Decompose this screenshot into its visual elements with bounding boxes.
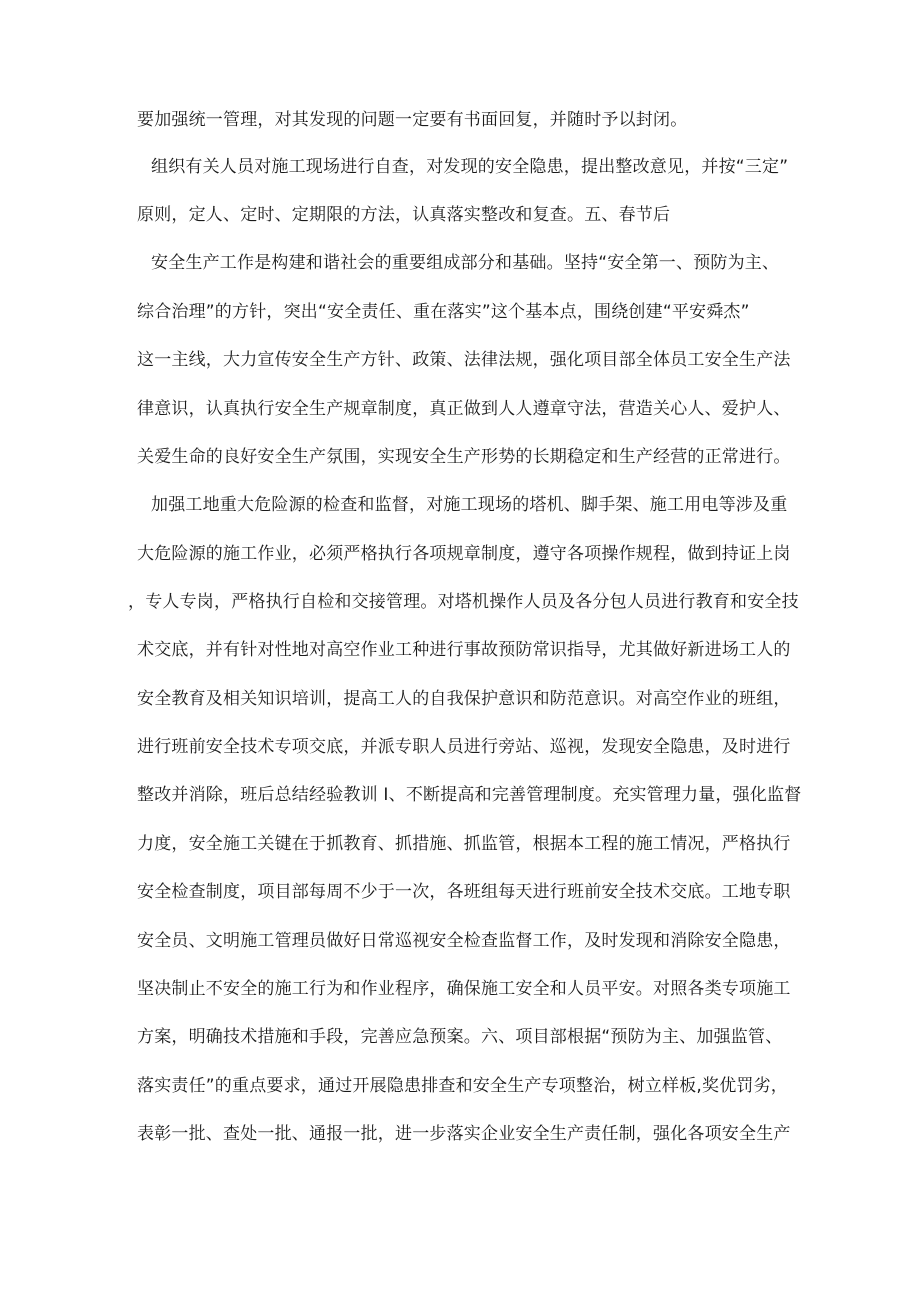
- text-line-16: 力度，安全施工关键在于抓教育、抓措施、抓监管，根据本工程的施工情况，严格执行: [137, 834, 791, 854]
- text-line-14: 进行班前安全技术专项交底，并派专职人员进行旁站、巡视，发现安全隐患，及时进行: [137, 737, 791, 757]
- text-line-6: 这一主线，大力宣传安全生产方针、政策、法律法规，强化项目部全体员工安全生产法: [137, 350, 791, 370]
- text-line-21: 落实责任”的重点要求，通过开展隐患排查和安全生产专项整治，树立样板,奖优罚劣，: [137, 1076, 789, 1096]
- text-line-5: 综合治理”的方针，突出“安全责任、重在落实”这个基本点，围绕创建“平安舜杰”: [137, 302, 750, 322]
- text-line-18: 安全员、文明施工管理员做好日常巡视安全检查监督工作，及时发现和消除安全隐患，: [137, 931, 791, 951]
- text-line-11: ，专人专岗，严格执行自检和交接管理。对塔机操作人员及各分包人员进行教育和安全技: [128, 592, 799, 612]
- text-line-19: 坚决制止不安全的施工行为和作业程序，确保施工安全和人员平安。对照各类专项施工: [137, 979, 791, 999]
- text-line-20: 方案，明确技术措施和手段，完善应急预案。六、项目部根据“预防为主、加强监管、: [137, 1027, 783, 1047]
- text-line-3: 原则，定人、定时、定期限的方法，认真落实整改和复查。五、春节后: [137, 205, 671, 225]
- text-line-2: 组织有关人员对施工现场进行自查，对发现的安全隐患，提出整改意见，并按“三定”: [151, 157, 789, 177]
- text-line-1: 要加强统一管理，对其发现的问题一定要有书面回复，并随时予以封闭。: [137, 110, 688, 130]
- text-line-4: 安全生产工作是构建和谐社会的重要组成部分和基础。坚持“安全第一、预防为主、: [151, 253, 780, 273]
- text-line-13: 安全教育及相关知识培训，提高工人的自我保护意识和防范意识。对高空作业的班组，: [137, 689, 791, 709]
- text-line-8: 关爱生命的良好安全生产氛围，实现安全生产形势的长期稳定和生产经营的正常进行。: [137, 447, 791, 467]
- text-line-12: 术交底，并有针对性地对高空作业工种进行事故预防常识指导，尤其做好新进场工人的: [137, 640, 791, 660]
- text-line-10: 大危险源的施工作业，必须严格执行各项规章制度，遵守各项操作规程，做到持证上岗: [137, 544, 791, 564]
- text-line-15: 整改并消除，班后总结经验教训 I、不断提高和完善管理制度。充实管理力量，强化监督: [137, 785, 802, 805]
- text-line-7: 律意识，认真执行安全生产规章制度，真正做到人人遵章守法，营造关心人、爱护人、: [137, 399, 791, 419]
- text-line-17: 安全检查制度，项目部每周不少于一次，各班组每天进行班前安全技术交底。工地专职: [137, 882, 791, 902]
- text-line-9: 加强工地重大危险源的检查和监督，对施工现场的塔机、脚手架、施工用电等涉及重: [151, 495, 788, 515]
- text-line-22: 表彰一批、查处一批、通报一批，进一步落实企业安全生产责任制，强化各项安全生产: [137, 1124, 791, 1144]
